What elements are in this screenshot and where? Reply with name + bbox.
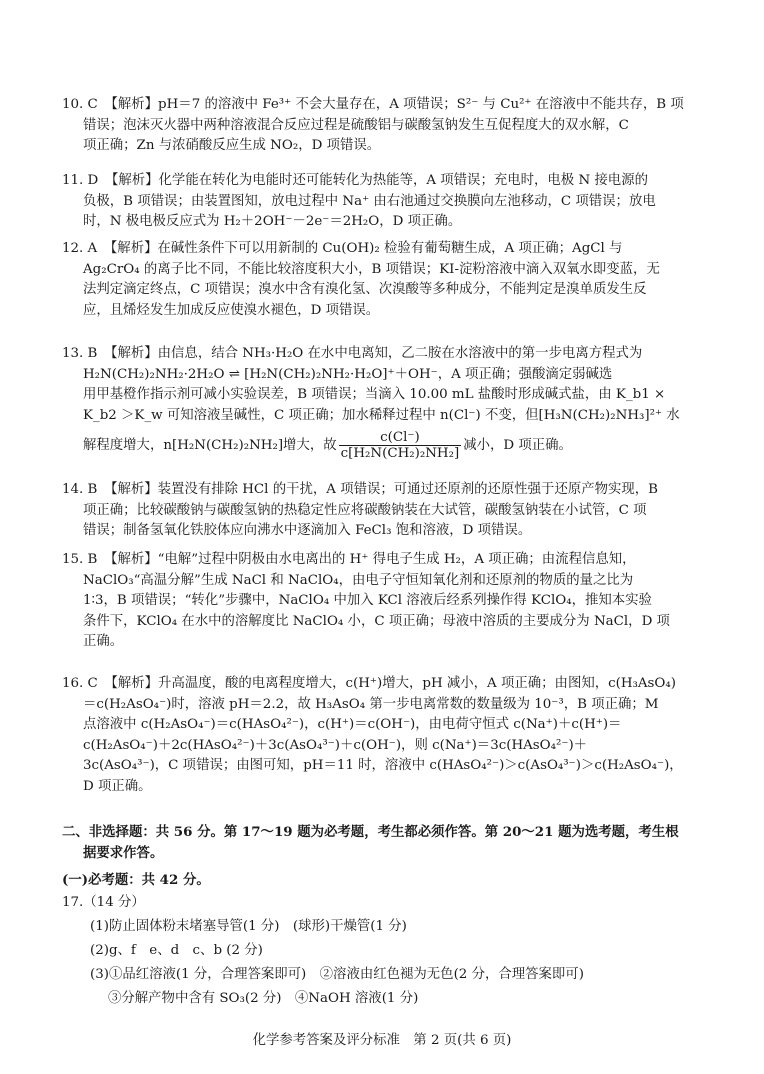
page-footer: 化学参考答案及评分标准 第 2 页(共 6 页) (252, 1033, 512, 1048)
answer-line: 错误；制备氢氧化铁胶体应向沸水中逐滴加入 FeCl₃ 饱和溶液，D 项错误。 (83, 523, 532, 539)
answer-line: Ag₂CrO₄ 的离子比不同，不能比较溶度积大小，B 项错误；KI-淀粉溶液中滴入双氧水即变蓝，无 (83, 261, 660, 277)
answer-line: 14. B 【解析】装置没有排除 HCl 的干扰，A 项错误；可通过还原剂的还原性强于还原产物实现，B (62, 482, 659, 497)
answer-q11 (62, 171, 710, 233)
fraction (339, 430, 462, 461)
answer-q13 (62, 344, 710, 466)
answer-line: c(H₂AsO₄⁻)＋2c(HAsO₄²⁻)＋3c(AsO₄³⁻)＋c(OH⁻)，则 c(Na⁺)＝3c(HAsO₄²⁻)＋ (83, 737, 588, 753)
answer-q16 (62, 674, 710, 798)
answer-line: 负极，B 项错误；由装置图知，放电过程中 Na⁺ 由右池通过交换膜向左池移动，C 项错误；放电 (83, 193, 656, 209)
answer-line-with-fraction (62, 426, 710, 466)
fraction-numerator: c(Cl⁻) (339, 430, 462, 446)
q17-answer-1: (1)防止固体粉末堵塞导管(1 分) (球形)干燥管(1 分) (90, 919, 407, 934)
answer-line: 3c(AsO₄³⁻)，C 项错误；由图可知，pH＝11 时，溶液中 c(HAsO₄²⁻)＞c(AsO₄³⁻)＞c(H₂AsO₄⁻)， (83, 758, 683, 774)
answer-q10 (62, 95, 710, 157)
answer-line: 12. A 【解析】在碱性条件下可以用新制的 Cu(OH)₂ 检验有葡萄糖生成，A 项正确；AgCl 与 (62, 241, 623, 256)
answer-line: 10. C 【解析】pH＝7 的溶液中 Fe³⁺ 不会大量存在，A 项错误；S²⁻ 与 Cu²⁺ 在溶液中不能共存，B 项 (62, 97, 684, 112)
answer-line: 时，N 极电极反应式为 H₂＋2OH⁻－2e⁻＝2H₂O，D 项正确。 (83, 214, 462, 230)
answer-line: NaClO₃“高温分解”生成 NaCl 和 NaClO₄，由电子守恒知氧化剂和还原剂的物质的量之比为 (83, 572, 634, 588)
fraction-prefix: 解程度增大，n[H₂N(CH₂)₂NH₂]增大，故 (83, 438, 337, 454)
subsection-heading-required: (一)必考题：共 42 分。 (62, 872, 210, 888)
answer-q15 (62, 550, 710, 653)
answer-line: H₂N(CH₂)₂NH₂·2H₂O ⇌ [H₂N(CH₂)₂NH₂·H₂O]⁺＋OH⁻，A 项正确；强酸滴定弱碱选 (83, 366, 613, 382)
answer-q12 (62, 239, 710, 321)
fraction-suffix: 减小，D 项正确。 (463, 438, 572, 454)
answer-line: 正确。 (83, 634, 124, 650)
q17-answer-3: (3)①品红溶液(1 分，合理答案即可) ②溶液由红色褪为无色(2 分，合理答案即可) (90, 967, 584, 982)
answer-line: ＝c(H₂AsO₄⁻)时，溶液 pH＝2.2，故 H₃AsO₄ 第一步电离常数的数量级为 10⁻³，B 项正确；M (83, 696, 659, 712)
answer-line: 条件下，KClO₄ 在水中的溶解度比 NaClO₄ 小，C 项正确；母液中溶质的主要成分为 NaCl，D 项 (83, 613, 670, 629)
answer-line: 点溶液中 c(H₂AsO₄⁻)＝c(HAsO₄²⁻)，c(H⁺)＝c(OH⁻)，由电荷守恒式 c(Na⁺)＋c(H⁺)＝ (83, 717, 622, 733)
answer-line: 15. B 【解析】“电解”过程中阴极由水电离出的 H⁺ 得电子生成 H₂，A 项正确；由流程信息知， (62, 552, 636, 567)
answer-line: 1∶3，B 项错误；“转化”步骤中，NaClO₄ 中加入 KCl 溶液后经系列操作得 KClO₄，推知本实验 (83, 593, 652, 609)
q17-answer-4: ③分解产物中含有 SO₃(2 分) ④NaOH 溶液(1 分) (108, 991, 419, 1006)
answer-line: 法判定滴定终点，C 项错误；溴水中含有溴化氢、次溴酸等多种成分，不能判定是溴单质发生反 (83, 282, 647, 298)
section-line: 二、非选择题：共 56 分。第 17～19 题为必考题，考生都必须作答。第 20～21 题为选考题，考生根 (62, 824, 679, 840)
answer-line: D 项正确。 (83, 778, 152, 794)
section-heading-nonchoice (62, 822, 710, 863)
answer-line: 13. B 【解析】由信息，结合 NH₃·H₂O 在水中电离知，乙二胺在水溶液中的第一步电离方程式为 (62, 346, 643, 361)
section-line: 据要求作答。 (83, 844, 164, 861)
q17-answer-2: (2)g、f e、d c、b (2 分) (90, 943, 263, 958)
answer-line: K_b2 ＞K_w 可知溶液呈碱性，C 项正确；加水稀释过程中 n(Cl⁻) 不变，但[H₃N(CH₂)₂NH₃]²⁺ 水 (83, 407, 680, 423)
answer-line: 用甲基橙作指示剂可减小实验误差，B 项错误；当滴入 10.00 mL 盐酸时形成碱式盐，由 K_b1 × (83, 387, 666, 403)
answer-line: 项正确；比较碳酸钠与碳酸氢钠的热稳定性应将碳酸钠装在大试管，碳酸氢钠装在小试管，C 项 (83, 502, 647, 518)
answer-line: 应，且烯烃发生加成反应使溴水褪色，D 项错误。 (83, 302, 380, 318)
answer-line: 11. D 【解析】化学能在转化为电能时还可能转化为热能等，A 项错误；充电时，电极 N 接电源的 (62, 173, 648, 188)
answer-line: 错误；泡沫灭火器中两种溶液混合反应过程是硫酸铝与碳酸氢钠发生互促程度大的双水解，C (83, 117, 629, 133)
q17-header: 17.（14 分） (62, 895, 145, 910)
fraction-denominator: c[H₂N(CH₂)₂NH₂] (340, 446, 460, 462)
answer-line: 16. C 【解析】升高温度，酸的电离程度增大，c(H⁺)增大，pH 减小，A 项正确；由图知，c(H₃AsO₄) (62, 676, 676, 691)
answer-line: 项正确；Zn 与浓硝酸反应生成 NO₂，D 项错误。 (83, 138, 381, 154)
answer-q14 (62, 480, 710, 542)
